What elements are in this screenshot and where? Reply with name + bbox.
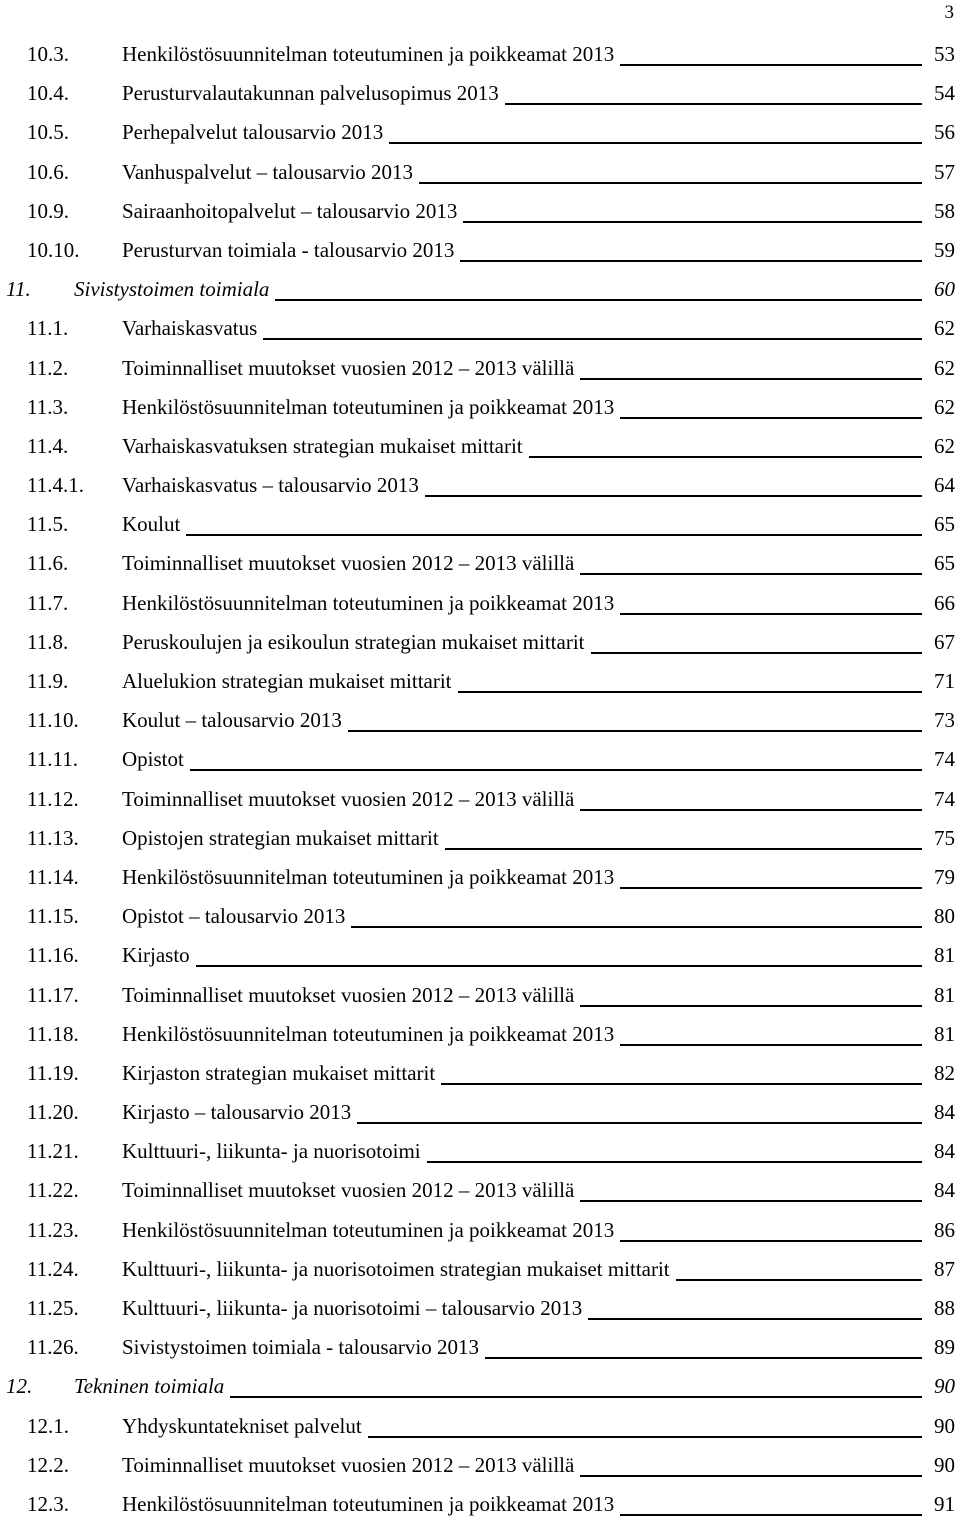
toc-entry-page: 73 — [934, 708, 955, 733]
toc-entry-title: Henkilöstösuunnitelman toteutuminen ja poikkeamat 2013 — [122, 865, 620, 890]
toc-entry-page: 57 — [934, 159, 955, 184]
toc-entry-number: 11.1. — [27, 316, 69, 341]
toc-entry[interactable] — [0, 1290, 960, 1329]
toc-entry-page: 62 — [934, 316, 955, 341]
toc-entry-number: 11.7. — [27, 590, 69, 615]
toc-entry-number: 11.23. — [27, 1217, 79, 1242]
toc-entry-title: Kulttuuri-, liikunta- ja nuorisotoimi — [122, 1139, 427, 1164]
toc-entry[interactable] — [0, 1251, 960, 1290]
toc-entry[interactable] — [0, 585, 960, 624]
toc-entry-title: Perhepalvelut talousarvio 2013 — [122, 120, 389, 145]
toc-entry-number: 12.2. — [27, 1452, 69, 1477]
toc-entry[interactable] — [0, 467, 960, 506]
toc-entry-page: 62 — [934, 355, 955, 380]
toc-entry-page: 58 — [934, 198, 955, 223]
toc-entry[interactable] — [0, 1055, 960, 1094]
toc-entry-title: Koulut – talousarvio 2013 — [122, 708, 348, 733]
toc-entry-page: 84 — [934, 1100, 955, 1125]
toc-entry-page: 74 — [934, 747, 955, 772]
toc-entry-title: Toiminnalliset muutokset vuosien 2012 – 2013 välillä — [122, 787, 580, 812]
toc-leader-line — [122, 534, 922, 536]
toc-entry-title: Toiminnalliset muutokset vuosien 2012 – 2013 välillä — [122, 983, 580, 1008]
toc-entry-title: Varhaiskasvatus – talousarvio 2013 — [122, 473, 425, 498]
toc-entry-number: 11.4.1. — [27, 473, 84, 498]
toc-entry[interactable] — [0, 1016, 960, 1055]
toc-entry-page: 62 — [934, 433, 955, 458]
toc-entry-title: Kulttuuri-, liikunta- ja nuorisotoimi – talousarvio 2013 — [122, 1296, 588, 1321]
toc-entry[interactable] — [0, 36, 960, 75]
toc-leader-line — [122, 965, 922, 967]
toc-entry-title: Kulttuuri-, liikunta- ja nuorisotoimen strategian mukaiset mittarit — [122, 1257, 676, 1282]
table-of-contents — [0, 36, 960, 1525]
toc-entry-title: Henkilöstösuunnitelman toteutuminen ja poikkeamat 2013 — [122, 1022, 620, 1047]
toc-entry[interactable] — [0, 193, 960, 232]
toc-entry-number: 11.6. — [27, 551, 69, 576]
toc-entry[interactable] — [0, 506, 960, 545]
toc-entry-title: Sairaanhoitopalvelut – talousarvio 2013 — [122, 199, 463, 224]
toc-entry-page: 90 — [934, 1374, 955, 1399]
toc-entry-number: 10.3. — [27, 42, 69, 66]
toc-entry-title: Aluelukion strategian mukaiset mittarit — [122, 669, 458, 694]
toc-entry[interactable] — [0, 310, 960, 349]
toc-entry-title: Perusturvalautakunnan palvelusopimus 2013 — [122, 81, 505, 106]
toc-entry-page: 67 — [934, 629, 955, 654]
toc-entry-number: 10.9. — [27, 198, 69, 223]
toc-entry-page: 81 — [934, 982, 955, 1007]
toc-entry-title: Yhdyskuntatekniset palvelut — [122, 1414, 368, 1439]
toc-entry-number: 11.22. — [27, 1178, 79, 1203]
toc-chapter-entry[interactable] — [0, 271, 960, 310]
toc-entry[interactable] — [0, 937, 960, 976]
toc-entry-page: 75 — [934, 825, 955, 850]
toc-entry-page: 54 — [934, 81, 955, 106]
toc-entry-page: 81 — [934, 943, 955, 968]
toc-entry-title: Henkilöstösuunnitelman toteutuminen ja poikkeamat 2013 — [122, 1492, 620, 1517]
toc-entry-number: 11.19. — [27, 1060, 79, 1085]
page-number: 3 — [944, 2, 954, 23]
toc-entry[interactable] — [0, 114, 960, 153]
toc-entry-page: 62 — [934, 394, 955, 419]
toc-entry-page: 87 — [934, 1256, 955, 1281]
toc-entry-title: Henkilöstösuunnitelman toteutuminen ja poikkeamat 2013 — [122, 42, 620, 67]
toc-entry-page: 88 — [934, 1296, 955, 1320]
toc-entry[interactable] — [0, 898, 960, 937]
toc-entry-title: Sivistystoimen toimiala - talousarvio 2013 — [122, 1335, 485, 1360]
toc-entry-title: Kirjasto – talousarvio 2013 — [122, 1100, 357, 1125]
toc-entry-number: 11.14. — [27, 864, 79, 889]
toc-entry-number: 11.10. — [27, 708, 79, 733]
toc-entry[interactable] — [0, 545, 960, 584]
toc-entry-page: 65 — [934, 512, 955, 537]
toc-entry[interactable] — [0, 350, 960, 389]
toc-entry-title: Kirjaston strategian mukaiset mittarit — [122, 1061, 441, 1086]
toc-entry-number: 11.11. — [27, 747, 78, 772]
toc-entry-title: Varhaiskasvatus — [122, 316, 263, 341]
toc-entry-number: 11.3. — [27, 394, 69, 419]
toc-entry-page: 90 — [934, 1413, 955, 1438]
toc-entry[interactable] — [0, 781, 960, 820]
toc-entry-number: 10.5. — [27, 120, 69, 145]
toc-entry[interactable] — [0, 1133, 960, 1172]
toc-entry-number: 11.8. — [27, 629, 69, 654]
toc-entry-number: 11.18. — [27, 1021, 79, 1046]
toc-entry-title: Henkilöstösuunnitelman toteutuminen ja poikkeamat 2013 — [122, 395, 620, 420]
toc-entry-title: Vanhuspalvelut – talousarvio 2013 — [122, 160, 419, 185]
toc-entry-number: 11.25. — [27, 1296, 79, 1320]
toc-entry-page: 86 — [934, 1217, 955, 1242]
toc-entry-page: 91 — [934, 1491, 955, 1516]
toc-entry-title: Opistot — [122, 747, 190, 772]
toc-entry-title: Varhaiskasvatuksen strategian mukaiset mittarit — [122, 434, 529, 459]
toc-entry-number: 11.16. — [27, 943, 79, 968]
toc-entry-page: 74 — [934, 786, 955, 811]
toc-entry-number: 11.17. — [27, 982, 79, 1007]
toc-entry[interactable] — [0, 702, 960, 741]
toc-entry-title: Toiminnalliset muutokset vuosien 2012 – 2013 välillä — [122, 1453, 580, 1478]
toc-entry-page: 53 — [934, 42, 955, 66]
toc-entry-page: 82 — [934, 1060, 955, 1085]
toc-entry-title: Opistot – talousarvio 2013 — [122, 904, 351, 929]
toc-entry-number: 12. — [6, 1374, 33, 1399]
toc-entry-number: 11.26. — [27, 1335, 79, 1360]
toc-entry[interactable] — [0, 977, 960, 1016]
toc-entry-page: 60 — [934, 277, 955, 302]
toc-entry-number: 11.21. — [27, 1139, 79, 1164]
toc-entry[interactable] — [0, 428, 960, 467]
toc-entry-title: Toiminnalliset muutokset vuosien 2012 – 2013 välillä — [122, 551, 580, 576]
toc-entry-number: 10.10. — [27, 237, 80, 262]
toc-entry-number: 11.5. — [27, 512, 69, 537]
toc-entry[interactable] — [0, 820, 960, 859]
toc-entry-page: 89 — [934, 1335, 955, 1360]
toc-entry[interactable] — [0, 1408, 960, 1447]
toc-entry-number: 11.24. — [27, 1256, 79, 1281]
toc-entry-title: Henkilöstösuunnitelman toteutuminen ja poikkeamat 2013 — [122, 591, 620, 616]
toc-entry-title: Toiminnalliset muutokset vuosien 2012 – 2013 välillä — [122, 1178, 580, 1203]
toc-entry[interactable] — [0, 1447, 960, 1486]
toc-entry[interactable] — [0, 1094, 960, 1133]
toc-entry-title: Tekninen toimiala — [74, 1374, 230, 1399]
toc-entry-page: 81 — [934, 1021, 955, 1046]
toc-entry-title: Opistojen strategian mukaiset mittarit — [122, 826, 445, 851]
toc-entry[interactable] — [0, 75, 960, 114]
toc-entry-number: 12.1. — [27, 1413, 69, 1438]
toc-entry-title: Kirjasto — [122, 943, 196, 968]
toc-entry-number: 11.13. — [27, 825, 79, 850]
toc-entry-title: Koulut — [122, 512, 186, 537]
toc-entry-page: 66 — [934, 590, 955, 615]
toc-entry-page: 65 — [934, 551, 955, 576]
toc-entry-page: 79 — [934, 864, 955, 889]
toc-entry-title: Toiminnalliset muutokset vuosien 2012 – 2013 välillä — [122, 356, 580, 381]
toc-entry-page: 59 — [934, 237, 955, 262]
toc-entry-page: 64 — [934, 473, 955, 498]
toc-leader-line — [122, 769, 922, 771]
toc-entry-page: 56 — [934, 120, 955, 145]
toc-entry-page: 84 — [934, 1139, 955, 1164]
toc-entry-number: 11.20. — [27, 1100, 79, 1125]
toc-entry[interactable] — [0, 1486, 960, 1525]
toc-entry-page: 80 — [934, 904, 955, 929]
toc-entry-number: 12.3. — [27, 1491, 69, 1516]
toc-entry[interactable] — [0, 741, 960, 780]
toc-entry-number: 11.2. — [27, 355, 69, 380]
toc-entry-number: 11.15. — [27, 904, 79, 929]
toc-entry-number: 11.4. — [27, 433, 69, 458]
toc-entry-page: 71 — [934, 669, 955, 693]
toc-entry[interactable] — [0, 624, 960, 663]
toc-entry[interactable] — [0, 1329, 960, 1368]
toc-entry-number: 11.9. — [27, 669, 69, 693]
toc-entry-title: Peruskoulujen ja esikoulun strategian mukaiset mittarit — [122, 630, 591, 655]
toc-entry[interactable] — [0, 859, 960, 898]
toc-entry-number: 11. — [6, 277, 31, 302]
toc-entry-title: Henkilöstösuunnitelman toteutuminen ja poikkeamat 2013 — [122, 1218, 620, 1243]
toc-entry[interactable] — [0, 1212, 960, 1251]
toc-entry-number: 10.6. — [27, 159, 69, 184]
toc-entry-number: 11.12. — [27, 786, 79, 811]
toc-entry-page: 90 — [934, 1452, 955, 1477]
toc-entry[interactable] — [0, 389, 960, 428]
toc-entry-page: 84 — [934, 1178, 955, 1203]
toc-entry[interactable] — [0, 663, 960, 702]
toc-entry-title: Sivistystoimen toimiala — [74, 277, 275, 302]
toc-entry[interactable] — [0, 232, 960, 271]
toc-entry-title: Perusturvan toimiala - talousarvio 2013 — [122, 238, 460, 263]
toc-entry[interactable] — [0, 154, 960, 193]
toc-entry-number: 10.4. — [27, 81, 69, 106]
toc-entry[interactable] — [0, 1172, 960, 1211]
toc-chapter-entry[interactable] — [0, 1368, 960, 1407]
